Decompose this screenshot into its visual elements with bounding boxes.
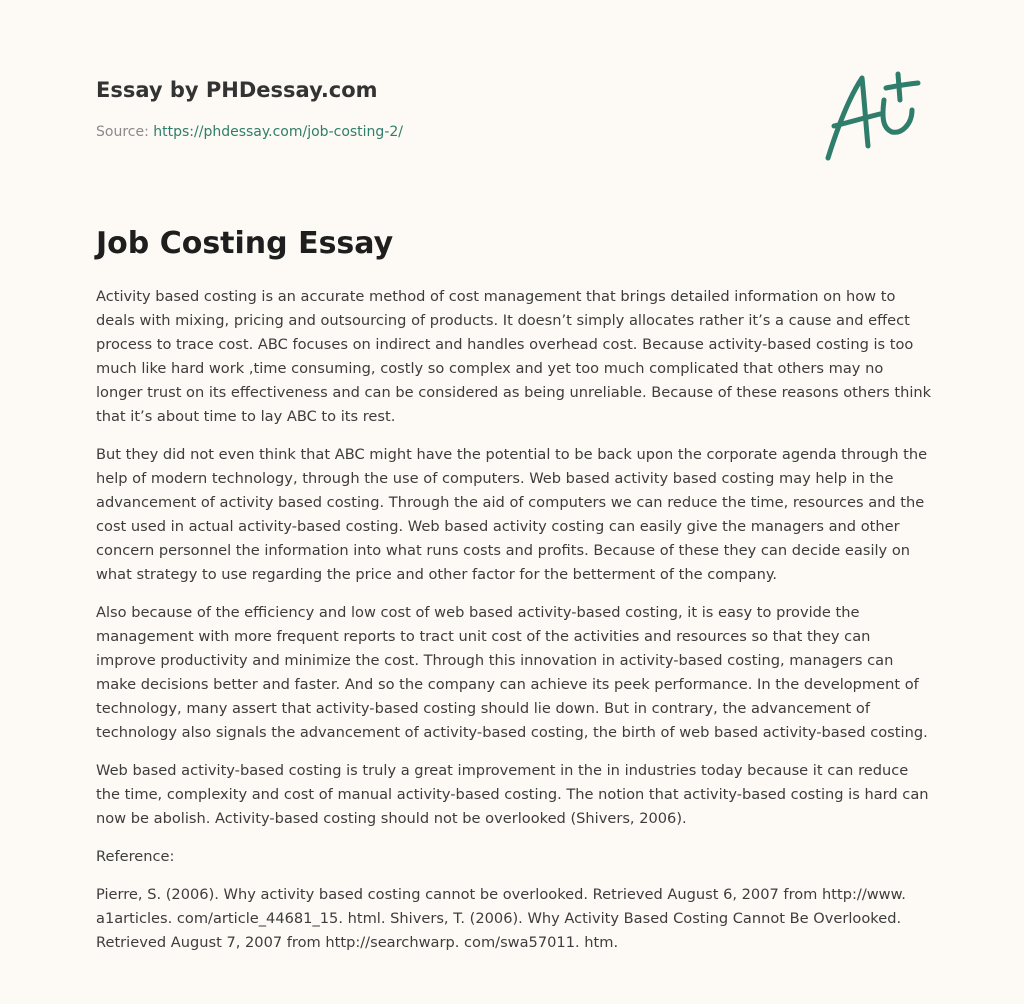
paragraph: Web based activity-based costing is truly a great improvement in the in industries today because it can reduce the time, complexity and cost of manual activity-based costing. The notion that activity-based costing is hard can now be abolish. Activity-based costing should not be overlooked (Shivers, 2006). (96, 762, 929, 827)
source-line (96, 122, 796, 142)
paragraph: But they did not even think that ABC might have the potential to be back upon the corporate agenda through the help of modern technology, through the use of computers. Web based activity based costing may help in the advancement of activity based costing. Through the aid of computers we can reduce the time, resources and the cost used in actual activity-based costing. Web based activity costing can easily give the managers and other concern personnel the information into what runs costs and profits. Because of these they can decide easily on what strategy to use regarding the price and other factor for the betterment of the company. (96, 446, 928, 583)
paragraph: Also because of the efficiency and low cost of web based activity-based costing, it is easy to provide the management with more frequent reports to tract unit cost of the activities and resources so that they can improve productivity and minimize the cost. Through this innovation in activity-based costing, managers can make decisions better and faster. And so the company can achieve its peek performance. In the development of technology, many assert that activity-based costing should lie down. But in contrary, the advancement of technology also signals the advancement of activity-based costing, the birth of web based activity-based costing. (96, 604, 928, 741)
essay-title: Job Costing Essay (96, 226, 394, 261)
reference-heading: Reference: (96, 848, 175, 865)
a-plus-grade-icon (820, 66, 930, 166)
source-label: Source: (96, 124, 154, 140)
site-title: Essay by PHDessay.com (96, 78, 378, 102)
source-link[interactable]: https://phdessay.com/job-costing-2/ (153, 124, 403, 140)
paragraph: Activity based costing is an accurate method of cost management that brings detailed information on how to deals with mixing, pricing and outsourcing of products. It doesn’t simply allocates rather it’s a cause and effect process to trace cost. ABC focuses on indirect and handles overhead cost. Because activity-based costing is too much like hard work ,time consuming, costly so complex and yet too much complicated that others may no longer trust on its effectiveness and can be considered as being unreliable. Because of these reasons others think that it’s about time to lay ABC to its rest. (96, 288, 932, 425)
reference-list: Pierre, S. (2006). Why activity based costing cannot be overlooked. Retrieved August 6, 2007 from http://www. a1articles. com/article_44681_15. html. Shivers, T. (2006). Why Activity Based Costing Cannot Be Overlooked. Retrieved August 7, 2007 from http://searchwarp. com/swa57011. htm. (96, 886, 906, 951)
essay-body (96, 285, 932, 969)
document-header (96, 76, 796, 142)
